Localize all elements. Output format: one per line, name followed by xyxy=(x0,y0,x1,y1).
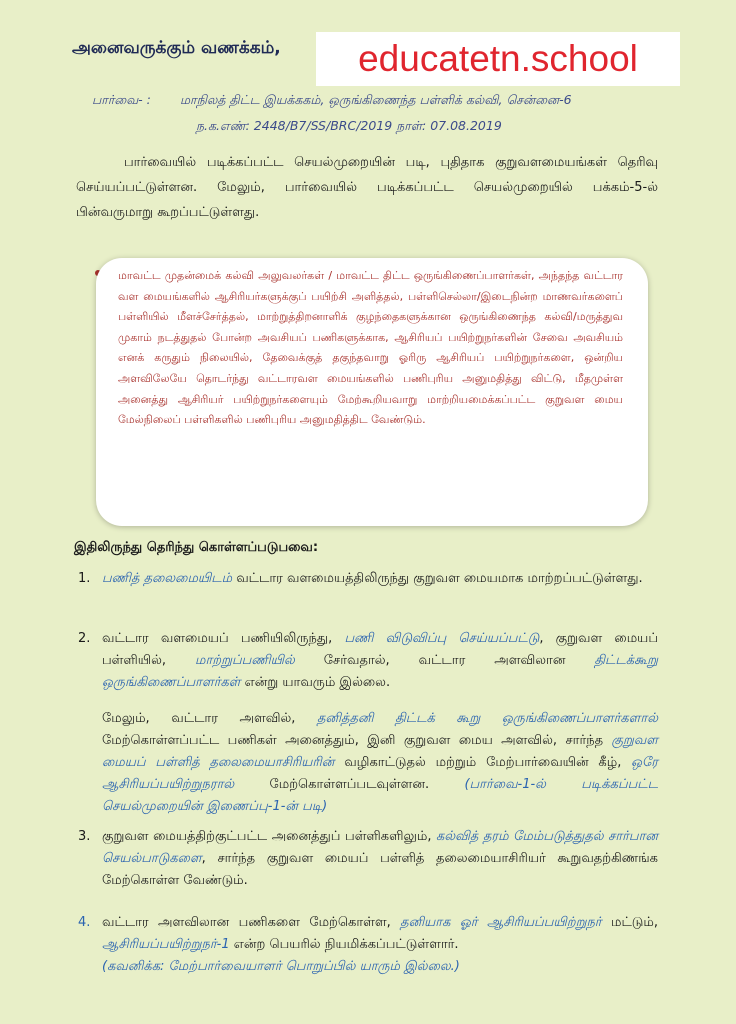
plain-text: வட்டார வளமையப் பணியிலிருந்து, xyxy=(102,631,345,646)
plain-text: , குறுவள மையப் பள்ளியில், xyxy=(102,631,658,668)
plain-text: மட்டும், xyxy=(601,915,659,930)
highlight-text: குறுவள மையப் பள்ளித் தலைமையாசிரியரின் xyxy=(102,733,658,770)
reference-number: ந.க.எண்: 2448/B7/SS/BRC/2019 நாள்: 07.08.2019 xyxy=(196,118,502,133)
highlight-text: பணித் தலைமையிடம் xyxy=(102,571,233,586)
quoted-excerpt-box xyxy=(96,258,648,526)
quoted-excerpt-text: மாவட்ட முதன்மைக் கல்வி அலுவலர்கள் / மாவட்ட திட்ட ஒருங்கிணைப்பாளர்கள், அந்தந்த வட்டார வள மையங்களில் ஆசிரியர்களுக்குப் பயிற்சி அளித்தல், பள்ளிசெல்லா/இடைநின்ற மாணவர்களைப் பள்ளியில் மீளச்சேர்த்தல், மாற்றுத்திறனாளிக் குழந்தைகளுக்கான ஒருங்கிணைந்த கல்வி/மருத்துவ முகாம் நடத்துதல் போன்ற அவசியப் பணிகளுக்காக, ஆசிரியப் பயிற்றுநர்களின் சேவை அவசியம் எனக் கருதும் நிலையில், தேவைக்குத் தகுந்தவாறு ஓரிரு ஆசிரியப் பயிற்றுநர்களை, ஒன்றிய அளவிலேயே தொடர்ந்து வட்டாரவள மையங்களில் பணிபுரிய அனுமதித்து விட்டு, மீதமுள்ள அனைத்து ஆசிரியர் பயிற்றுநர்களையும் மேற்கூறியவாறு மாற்றியமைக்கப்பட்ட குறுவள மைய மேல்நிலைப் பள்ளிகளில் பணிபுரிய அனுமதித்திட வேண்டும். xyxy=(118,269,623,427)
list-item-text xyxy=(102,826,658,892)
list-item-number: 4. xyxy=(78,915,91,930)
highlight-text: தனித்தனி திட்டக் கூறு ஒருங்கிணைப்பாளர்களால் xyxy=(317,711,658,726)
list-item xyxy=(78,826,658,892)
list-item-text xyxy=(102,568,658,590)
list-item xyxy=(78,568,658,614)
plain-text: வட்டார வளமையத்திலிருந்து குறுவள மையமாக மாற்றப்பட்டுள்ளது. xyxy=(232,571,643,586)
list-item xyxy=(78,912,658,978)
intro-paragraph: பார்வையில் படிக்கப்பட்ட செயல்முறையின் படி, புதிதாக குறுவளமையங்கள் தெரிவு செய்யப்பட்டுள்ளன. மேலும், பார்வையில் படிக்கப்பட்ட செயல்முறையில் பக்கம்-5-ல் பின்வருமாறு கூறப்பட்டுள்ளது. xyxy=(76,155,658,220)
list-item-subparagraph xyxy=(102,708,658,818)
plain-text: வழிகாட்டுதல் மற்றும் மேற்பார்வையின் கீழ், xyxy=(334,755,632,770)
reference-line-1 xyxy=(92,92,572,109)
plain-text: மேற்கொள்ளப்படவுள்ளன. xyxy=(234,777,465,792)
highlight-text: திட்டக்கூறு ஒருங்கிணைப்பாளர்கள் xyxy=(102,653,658,690)
plain-text: மேற்கொள்ளப்பட்ட பணிகள் அனைத்தும், இனி குறுவள மைய அளவில், சார்ந்த xyxy=(102,733,612,748)
plain-text: சேர்வதால், வட்டார அளவிலான xyxy=(294,653,595,668)
greeting: அனைவருக்கும் வணக்கம், xyxy=(72,38,281,58)
reference-label: பார்வை- : xyxy=(92,92,151,107)
list-item-text xyxy=(102,628,658,818)
plain-text: மேலும், வட்டார அளவில், xyxy=(102,711,318,726)
note-text: (கவனிக்க: மேற்பார்வையாளர் பொறுப்பில் யாரும் இல்லை.) xyxy=(102,959,460,974)
reference-office: மாநிலத் திட்ட இயக்ககம், ஒருங்கிணைந்த பள்ளிக் கல்வி, சென்னை-6 xyxy=(180,92,572,107)
list-item-number: 3. xyxy=(78,829,91,844)
highlight-text: மாற்றுப்பணியில் xyxy=(195,653,295,668)
highlight-text: தனியாக ஓர் ஆசிரியப்பயிற்றுநர் xyxy=(400,915,602,930)
highlight-text: கல்வித் தரம் மேம்படுத்துதல் சார்பான செயல்பாடுகளை xyxy=(102,829,658,866)
highlight-text: ஒரே ஆசிரியப்பயிற்றுநரால் xyxy=(102,755,658,792)
learnings-heading: இதிலிருந்து தெரிந்து கொள்ளப்படுபவை: xyxy=(74,540,319,555)
list-item-number: 2. xyxy=(78,631,91,646)
plain-text: குறுவள மையத்திற்குட்பட்ட அனைத்துப் பள்ளிகளிலும், xyxy=(102,829,437,844)
highlight-text: ஆசிரியப்பயிற்றுநர்-1 xyxy=(102,937,230,952)
plain-text: , சார்ந்த குறுவள மையப் பள்ளித் தலைமையாசிரியர் கூறுவதற்கிணங்க மேற்கொள்ள வேண்டும். xyxy=(102,851,658,888)
list-item-number: 1. xyxy=(78,571,91,586)
plain-text: வட்டார அளவிலான பணிகளை மேற்கொள்ள, xyxy=(102,915,401,930)
watermark-label: educatetn.school xyxy=(316,32,680,86)
list-item xyxy=(78,628,658,814)
plain-text: என்று யாவரும் இல்லை. xyxy=(240,675,391,690)
plain-text: என்ற பெயரில் நியமிக்கப்பட்டுள்ளார். xyxy=(229,937,459,952)
reference-note: (பார்வை-1-ல் படிக்கப்பட்ட செயல்முறையின் இணைப்பு-1-ன் படி) xyxy=(102,777,658,814)
highlight-text: பணி விடுவிப்பு செய்யப்பட்டு xyxy=(344,631,540,646)
list-item-text xyxy=(102,912,658,978)
